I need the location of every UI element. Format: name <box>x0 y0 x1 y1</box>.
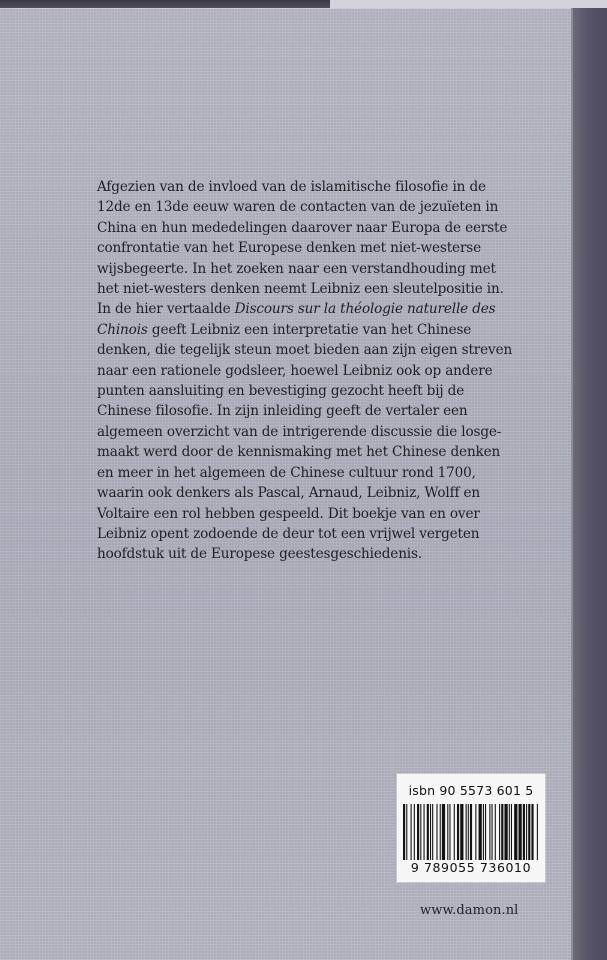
blurb-text: Afgezien van de invloed van de islamitische filosofie in de <box>97 179 486 195</box>
barcode-bar <box>436 804 437 860</box>
barcode-bar <box>460 804 463 860</box>
barcode-bar <box>414 804 415 860</box>
blurb-line <box>97 463 517 483</box>
barcode-bar <box>514 804 517 860</box>
barcode-bar <box>406 804 407 860</box>
book-title-italic: Discours sur la théologie naturelle des <box>234 301 496 318</box>
barcode-bar <box>523 804 525 860</box>
barcode-bar <box>466 804 467 860</box>
blurb-text: In de hier vertaalde <box>97 301 235 318</box>
barcode-bar <box>501 804 503 860</box>
barcode-bar <box>457 804 459 860</box>
blurb-line <box>97 279 517 299</box>
barcode-bar <box>528 804 530 860</box>
blurb-line <box>97 442 517 462</box>
barcode-bar <box>485 804 486 860</box>
barcode-graphic <box>403 804 539 860</box>
blurb-text: waarin ook denkers als Pascal, Arnaud, Leibniz, Wolff en <box>97 485 481 502</box>
blurb-line <box>97 401 517 421</box>
barcode-bar <box>479 804 482 860</box>
blurb-text: Leibniz opent zodoende de deur tot een vrijwel vergeten <box>97 525 480 542</box>
blurb-text: 12de en 13de eeuw waren de contacten van de jezuïeten in <box>97 199 499 216</box>
barcode-bar <box>447 804 448 860</box>
blurb-line <box>97 197 517 217</box>
blurb-text: het niet-westers denken neemt Leibniz een sleutelpositie in. <box>97 281 504 298</box>
barcode-bar <box>417 804 419 860</box>
blurb-line <box>97 259 517 279</box>
barcode-bar <box>537 804 538 860</box>
blurb-text: maakt werd door de kennismaking met het Chinese denken <box>97 444 501 461</box>
barcode-bar <box>430 804 431 860</box>
barcode-bar <box>509 804 510 860</box>
blurb-text: China en hun mededelingen daarover naar Europa de eerste <box>97 219 508 236</box>
blurb-line <box>97 177 517 197</box>
blurb-text: en meer in het algemeen de Chinese cultuur rond 1700, <box>97 464 476 481</box>
barcode-bar <box>424 804 425 860</box>
blurb-line <box>97 504 517 524</box>
blurb-line <box>97 320 517 340</box>
barcode-bar <box>518 804 521 860</box>
barcode-bar <box>526 804 527 860</box>
book-title-italic: Chinois <box>97 321 148 338</box>
blurb-text: naar een rationele godsleer, hoewel Leibniz ook op andere <box>97 362 493 379</box>
barcode-bar <box>495 804 496 860</box>
barcode-bar <box>483 804 484 860</box>
barcode-bar <box>403 804 405 860</box>
barcode-bar <box>504 804 507 860</box>
blurb-line <box>97 340 517 360</box>
barcode-bar <box>475 804 476 860</box>
blurb-text: confrontatie van het Europese denken met niet-westerse <box>97 240 482 257</box>
barcode-bar <box>427 804 429 860</box>
barcode-bar <box>499 804 500 860</box>
barcode-bar <box>492 804 493 860</box>
ean-digits: 9 789055 736010 <box>410 860 532 875</box>
blurb-text: geeft Leibniz een interpretatie van het Chinese <box>147 321 472 338</box>
barcode-bar <box>442 804 445 860</box>
barcode-bar <box>420 804 421 860</box>
isbn-barcode-label <box>396 773 546 883</box>
blurb-text: punten aansluiting en bevestiging gezocht heeft bij de <box>97 383 465 400</box>
blurb-line <box>97 524 517 544</box>
blurb-text: Chinese filosofie. In zijn inleiding geeft de vertaler een <box>97 403 468 420</box>
barcode-bar <box>468 804 469 860</box>
blurb-line <box>97 361 517 381</box>
blurb-text: denken, die tegelijk steun moet bieden aan zijn eigen streven <box>97 342 513 359</box>
barcode-bar <box>454 804 455 860</box>
blurb-line <box>97 238 517 258</box>
barcode-bar <box>489 804 490 860</box>
blurb-line <box>97 483 517 503</box>
blurb-line <box>97 299 517 319</box>
blurb-line <box>97 381 517 401</box>
barcode-bar <box>411 804 412 860</box>
isbn-number: isbn 90 5573 601 5 <box>408 783 534 798</box>
blurb-text: wijsbegeerte. In het zoeken naar een verstandhouding met <box>97 260 496 277</box>
barcode-bar <box>432 804 433 860</box>
blurb-line <box>97 422 517 442</box>
back-cover-blurb <box>97 177 517 565</box>
barcode-bar <box>511 804 512 860</box>
barcode-bar <box>449 804 450 860</box>
barcode-bar <box>470 804 472 860</box>
book-spine <box>573 8 607 960</box>
blurb-line <box>97 544 517 564</box>
blurb-text: hoofdstuk uit de Europese geestesgeschiedenis. <box>97 546 422 563</box>
barcode-bar <box>440 804 441 860</box>
blurb-text: Voltaire een rol hebben gespeeld. Dit boekje van en over <box>97 505 480 522</box>
blurb-text: algemeen overzicht van de intrigerende discussie die losge- <box>97 423 502 440</box>
publisher-url: www.damon.nl <box>420 903 519 918</box>
barcode-bar <box>531 804 533 860</box>
blurb-line <box>97 218 517 238</box>
